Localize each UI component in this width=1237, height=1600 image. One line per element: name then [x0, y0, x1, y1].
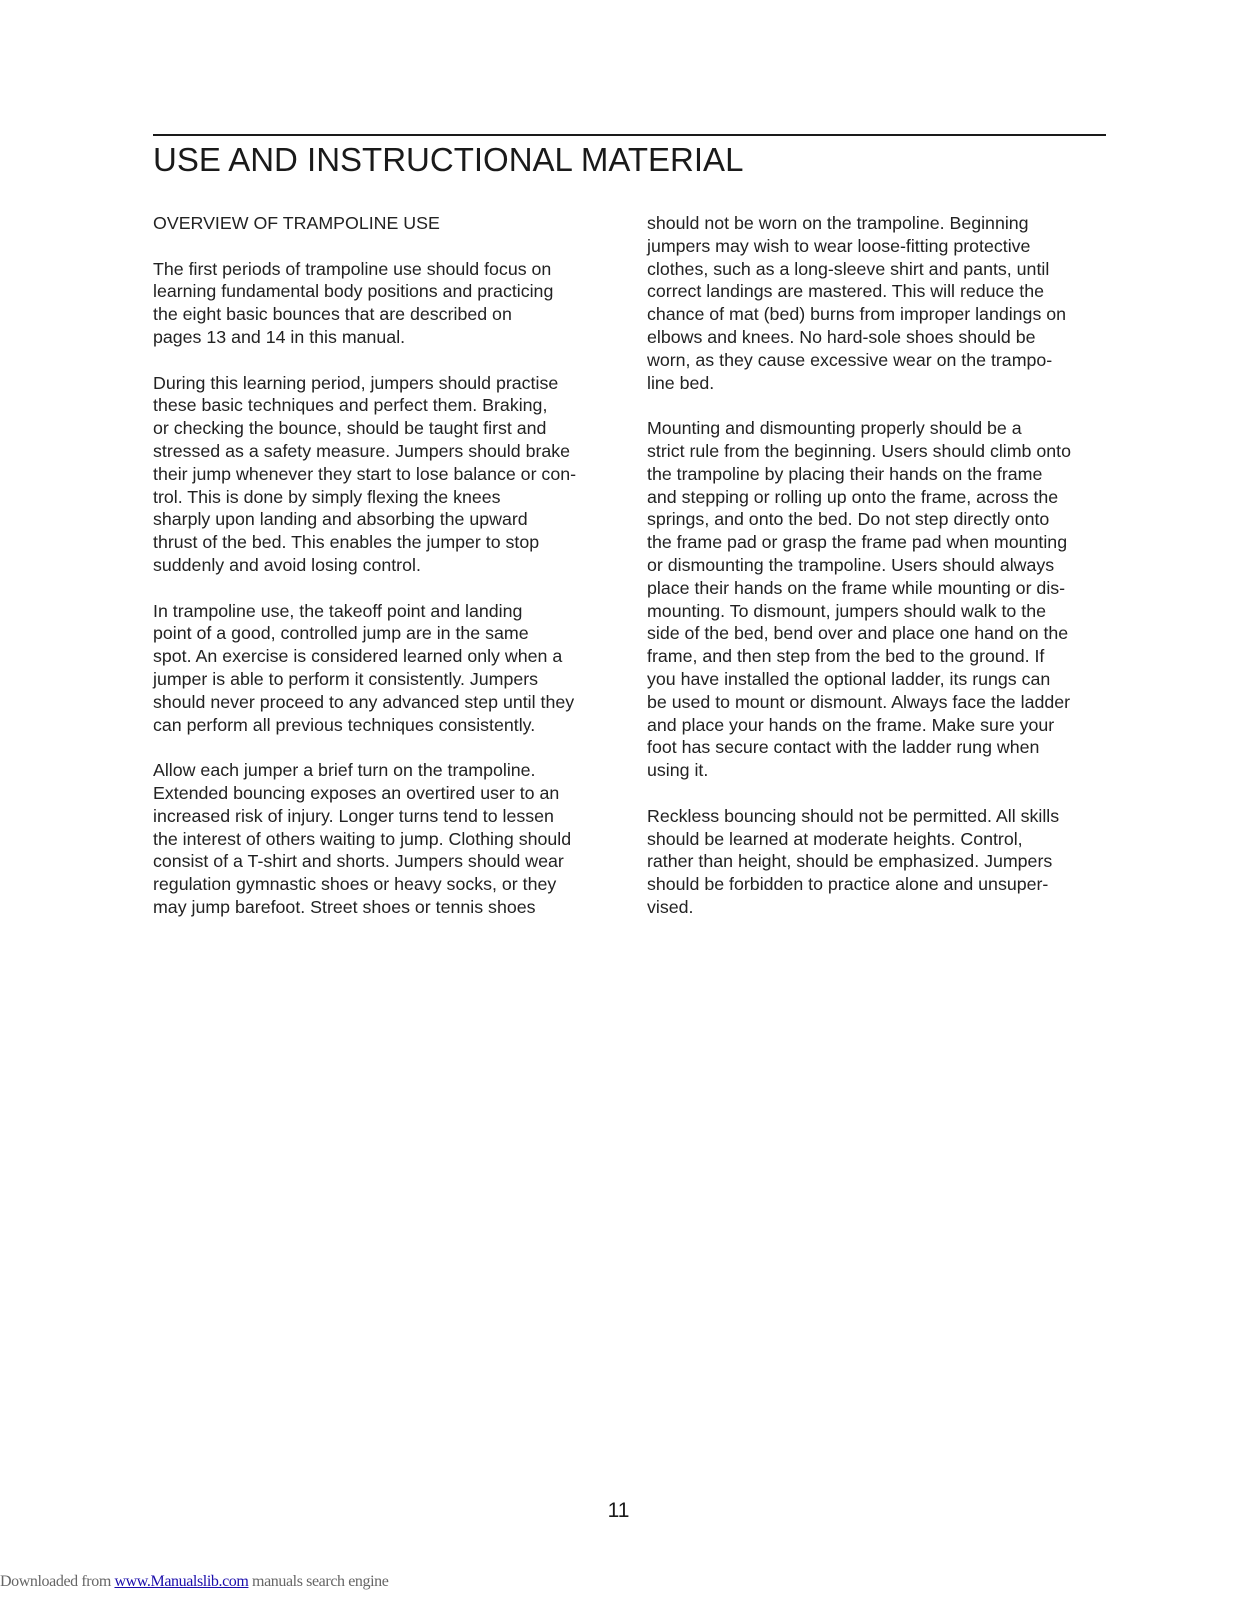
text-line: should be learned at moderate heights. Control,	[647, 828, 1023, 849]
footer-prefix: Downloaded from	[0, 1573, 115, 1590]
text-line: the eight basic bounces that are described on	[153, 304, 512, 325]
text-line: elbows and knees. No hard-sole shoes should be	[647, 326, 1036, 347]
text-line: rather than height, should be emphasized. Jumpers	[647, 851, 1053, 872]
text-line: strict rule from the beginning. Users should climb onto	[647, 440, 1071, 461]
footer-suffix: manuals search engine	[248, 1573, 389, 1590]
text-line: the trampoline by placing their hands on the frame	[647, 463, 1043, 484]
footer	[0, 1573, 388, 1591]
text-line: stressed as a safety measure. Jumpers should brake	[153, 440, 571, 461]
text-line: or dismounting the trampoline. Users should always	[647, 554, 1055, 575]
text-line: thrust of the bed. This enables the jumper to stop	[153, 532, 540, 553]
header-rule	[153, 134, 1106, 136]
paragraph-gap	[153, 235, 623, 258]
text-line: chance of mat (bed) burns from improper landings on	[647, 304, 1067, 325]
text-line: consist of a T-shirt and shorts. Jumpers should wear	[153, 851, 564, 872]
text-line: sharply upon landing and absorbing the upward	[153, 509, 528, 530]
text-line: you have installed the optional ladder, its rungs can	[647, 668, 1051, 689]
text-line: their jump whenever they start to lose balance or con-	[153, 463, 577, 484]
text-line: In trampoline use, the takeoff point and landing	[153, 600, 523, 621]
paragraph-gap	[153, 349, 623, 372]
text-line: these basic techniques and perfect them. Braking,	[153, 395, 548, 416]
page-title: USE AND INSTRUCTIONAL MATERIAL	[153, 141, 744, 178]
text-line: springs, and onto the bed. Do not step directly onto	[647, 509, 1050, 530]
text-line: jumper is able to perform it consistently. Jumpers	[153, 668, 539, 689]
text-line: can perform all previous techniques consistently.	[153, 714, 536, 735]
text-line: side of the bed, bend over and place one hand on the	[647, 623, 1069, 644]
text-line: should not be worn on the trampoline. Beginning	[647, 213, 1029, 233]
right-column	[647, 212, 1117, 919]
text-line: Allow each jumper a brief turn on the trampoline.	[153, 760, 536, 781]
paragraph-gap	[153, 577, 623, 600]
text-line: OVERVIEW OF TRAMPOLINE USE	[153, 213, 440, 233]
paragraph-gap	[153, 736, 623, 759]
paragraph-gap	[647, 394, 1117, 417]
text-line: frame, and then step from the bed to the ground. If	[647, 646, 1045, 667]
text-line: learning fundamental body positions and practicing	[153, 281, 554, 302]
text-line: clothes, such as a long-sleeve shirt and pants, until	[647, 258, 1050, 279]
text-line: place their hands on the frame while mounting or dis-	[647, 577, 1066, 598]
text-line: The first periods of trampoline use should focus on	[153, 258, 552, 279]
manualslib-link[interactable]: www.Manualslib.com	[114, 1573, 249, 1590]
text-line: increased risk of injury. Longer turns tend to lessen	[153, 805, 554, 826]
text-line: jumpers may wish to wear loose-fitting protective	[647, 235, 1031, 256]
text-line: correct landings are mastered. This will reduce the	[647, 281, 1044, 302]
text-line: Extended bouncing exposes an overtired user to an	[153, 782, 560, 803]
text-line: the interest of others waiting to jump. Clothing should	[153, 828, 572, 849]
text-line: may jump barefoot. Street shoes or tennis shoes	[153, 896, 536, 917]
text-line: should be forbidden to practice alone and unsuper-	[647, 874, 1049, 895]
text-line: and place your hands on the frame. Make sure your	[647, 714, 1055, 735]
text-line: Mounting and dismounting properly should be a	[647, 418, 1022, 439]
text-line: foot has secure contact with the ladder rung when	[647, 737, 1040, 758]
text-line: suddenly and avoid losing control.	[153, 554, 421, 575]
text-line: be used to mount or dismount. Always face the ladder	[647, 691, 1071, 712]
text-line: spot. An exercise is considered learned only when a	[153, 646, 563, 667]
text-line: vised.	[647, 896, 694, 917]
text-line: trol. This is done by simply flexing the knees	[153, 486, 501, 507]
text-line: and stepping or rolling up onto the frame, across the	[647, 486, 1059, 507]
paragraph-gap	[647, 782, 1117, 805]
text-line: line bed.	[647, 372, 715, 393]
text-line: During this learning period, jumpers should practise	[153, 372, 559, 393]
text-line: point of a good, controlled jump are in the same	[153, 623, 529, 644]
text-line: the frame pad or grasp the frame pad when mounting	[647, 532, 1068, 553]
text-line: Reckless bouncing should not be permitted. All skills	[647, 805, 1060, 826]
text-line: worn, as they cause excessive wear on the trampo-	[647, 349, 1053, 370]
text-line: pages 13 and 14 in this manual.	[153, 326, 406, 347]
text-line: or checking the bounce, should be taught first and	[153, 418, 547, 439]
text-line: should never proceed to any advanced step until they	[153, 691, 575, 712]
text-line: mounting. To dismount, jumpers should walk to the	[647, 600, 1046, 621]
left-column	[153, 212, 623, 919]
page-number: 11	[607, 1499, 630, 1522]
text-line: using it.	[647, 760, 709, 781]
text-line: regulation gymnastic shoes or heavy socks, or they	[153, 874, 557, 895]
